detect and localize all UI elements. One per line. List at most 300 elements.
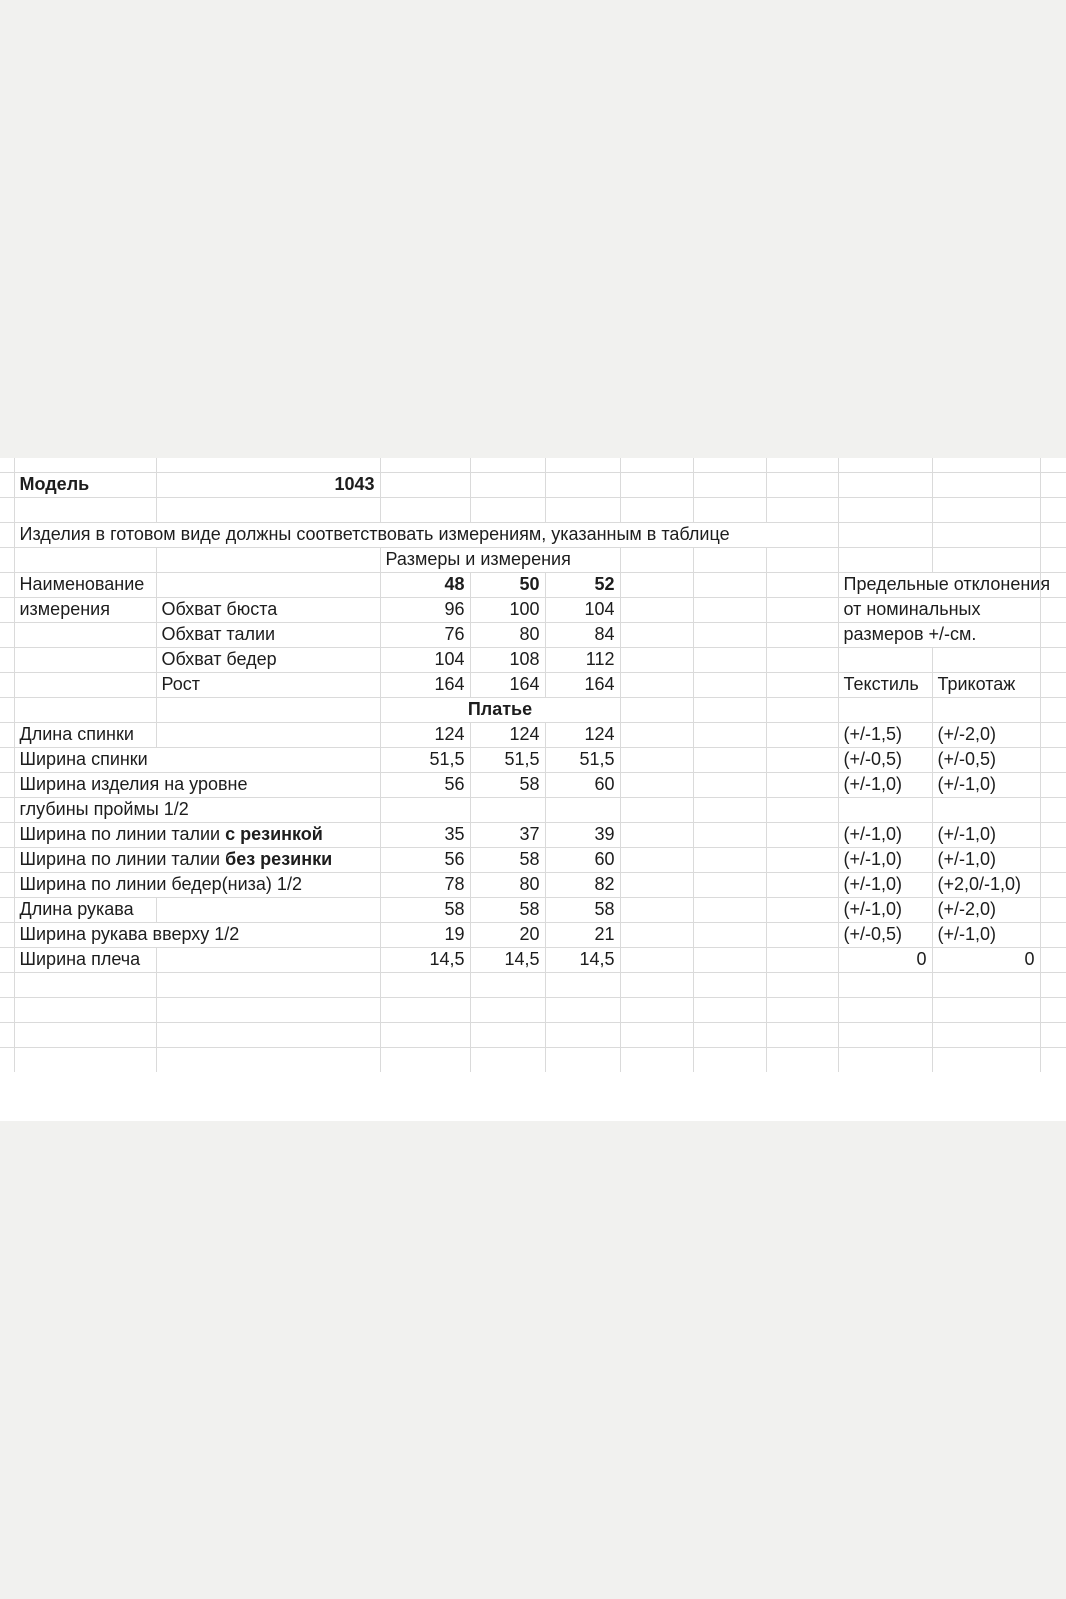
tolerance-textile-cell: (+/-0,5) [838,922,932,947]
empty-cell [766,722,838,747]
measure-label-cell: Ширина плеча [14,947,156,972]
empty-cell [156,1047,380,1072]
size-value-cell: 51,5 [470,747,545,772]
empty-cell [766,997,838,1022]
body-measure-row [0,622,1066,647]
empty-cell [156,497,380,522]
size-value-cell: 112 [545,647,620,672]
empty-cell [1040,522,1066,547]
empty-cell [14,697,156,722]
body-measure-row [0,672,1066,697]
measure-label-cell: Обхват талии [156,622,380,647]
empty-cell [380,497,470,522]
size-value-cell: 58 [380,897,470,922]
empty-cell [545,1022,620,1047]
tolerance-textile-cell: (+/-1,5) [838,722,932,747]
empty-cell [838,647,932,672]
empty-cell [0,647,14,672]
measure-label-cell: глубины проймы 1/2 [14,797,380,822]
body-measure-row [0,647,1066,672]
empty-cell [766,772,838,797]
empty-cell [0,872,14,897]
measure-label-cell: Длина рукава [14,897,156,922]
empty-cell [1040,697,1066,722]
size-value-cell: 104 [545,597,620,622]
garment-row [0,822,1066,847]
empty-table-row [0,997,1066,1022]
size-value-cell: 104 [380,647,470,672]
model-value-cell: 1043 [156,472,380,497]
empty-cell [838,997,932,1022]
empty-cell [156,547,380,572]
note-cell: Изделия в готовом виде должны соответствовать измерениям, указанным в таблице [14,522,838,547]
empty-cell [620,822,693,847]
empty-cell [156,1022,380,1047]
empty-cell [693,797,766,822]
empty-cell [693,747,766,772]
measure-label-cell: Обхват бедер [156,647,380,672]
body-measure-row [0,597,1066,622]
garment-row [0,872,1066,897]
empty-cell [766,922,838,947]
empty-cell [1040,797,1066,822]
measure-label-cell: Ширина рукава вверху 1/2 [14,922,380,947]
empty-cell [14,972,156,997]
empty-cell [620,597,693,622]
empty-cell [766,547,838,572]
size-value-cell: 124 [470,722,545,747]
empty-cell [0,822,14,847]
empty-cell [0,458,14,472]
empty-cell [693,922,766,947]
empty-cell [766,622,838,647]
empty-cell [620,1047,693,1072]
garment-row [0,947,1066,972]
empty-cell [1040,747,1066,772]
tolerance-knit-cell: (+2,0/-1,0) [932,872,1040,897]
tolerance-knit-cell: (+/-0,5) [932,747,1040,772]
size-value-cell: 82 [545,872,620,897]
size-value-cell: 19 [380,922,470,947]
empty-cell [693,547,766,572]
size-value-cell: 124 [545,722,620,747]
empty-cell [620,897,693,922]
empty-cell [0,847,14,872]
grid-row [0,458,1066,472]
size-value-cell: 60 [545,772,620,797]
note-row [0,522,1066,547]
empty-cell [1040,897,1066,922]
empty-cell [693,997,766,1022]
empty-cell [156,997,380,1022]
empty-cell [620,797,693,822]
empty-cell [620,547,693,572]
size-value-cell: 35 [380,822,470,847]
empty-cell [14,997,156,1022]
empty-cell [1040,472,1066,497]
empty-cell [620,622,693,647]
empty-cell [0,672,14,697]
size-value-cell: 21 [545,922,620,947]
tolerance-knit-cell: (+/-2,0) [932,897,1040,922]
knit-col-header-cell: Трикотаж [932,672,1040,697]
empty-cell [1040,872,1066,897]
model-row [0,472,1066,497]
empty-cell [14,647,156,672]
size-value-cell: 58 [545,897,620,922]
empty-cell [693,672,766,697]
empty-cell [693,458,766,472]
empty-cell [380,458,470,472]
empty-cell [693,897,766,922]
empty-cell [0,497,14,522]
measure-label-cell [14,847,380,872]
empty-cell [766,672,838,697]
measure-label-cell: Ширина по линии бедер(низа) 1/2 [14,872,380,897]
empty-cell [693,497,766,522]
empty-cell [545,458,620,472]
tolerance-textile-cell: (+/-1,0) [838,847,932,872]
size-value-cell: 108 [470,647,545,672]
empty-cell [693,1047,766,1072]
empty-cell [0,472,14,497]
empty-cell [620,722,693,747]
garment-row [0,747,1066,772]
measure-label-cell: Ширина изделия на уровне [14,772,380,797]
empty-cell [1040,547,1066,572]
measure-label-bold: с резинкой [225,823,323,844]
size-chart-table [0,458,1066,1072]
size-value-cell: 164 [545,672,620,697]
empty-cell [1040,1022,1066,1047]
empty-cell [380,472,470,497]
empty-cell [470,997,545,1022]
size-value-cell: 14,5 [470,947,545,972]
empty-cell [470,458,545,472]
empty-cell [0,597,14,622]
empty-table-row [0,1022,1066,1047]
measure-label-cell [14,822,380,847]
empty-cell [766,797,838,822]
empty-cell [766,472,838,497]
empty-cell [766,847,838,872]
tolerance-textile-cell: 0 [838,947,932,972]
tolerance-knit-cell: (+/-1,0) [932,922,1040,947]
empty-cell [156,947,380,972]
empty-cell [470,797,545,822]
empty-cell [838,547,932,572]
measure-label: Ширина по линии талии [19,823,226,844]
empty-cell [620,997,693,1022]
textile-col-header-cell: Текстиль [838,672,932,697]
size-value-cell: 76 [380,622,470,647]
tolerance-knit-cell: (+/-1,0) [932,772,1040,797]
empty-cell [838,972,932,997]
empty-cell [766,572,838,597]
section-title-cell: Платье [380,697,620,722]
empty-cell [545,497,620,522]
empty-cell [0,522,14,547]
empty-cell [1040,972,1066,997]
empty-cell [838,472,932,497]
empty-cell [0,697,14,722]
empty-cell [620,847,693,872]
empty-cell [1040,597,1066,622]
empty-cell [1040,947,1066,972]
empty-cell [0,997,14,1022]
size-value-cell: 58 [470,772,545,797]
empty-cell [766,947,838,972]
empty-cell [766,458,838,472]
empty-cell [470,972,545,997]
empty-cell [0,572,14,597]
empty-cell [1040,722,1066,747]
empty-cell [766,1047,838,1072]
empty-cell [620,672,693,697]
empty-cell [545,797,620,822]
empty-cell [766,972,838,997]
empty-cell [156,458,380,472]
garment-row [0,847,1066,872]
empty-cell [380,972,470,997]
empty-cell [620,472,693,497]
size-value-cell: 51,5 [380,747,470,772]
empty-cell [14,547,156,572]
measure-label-cell: Ширина спинки [14,747,380,772]
empty-cell [693,972,766,997]
empty-cell [693,722,766,747]
tolerance-knit-cell: (+/-1,0) [932,822,1040,847]
empty-cell [932,472,1040,497]
size-value-cell: 124 [380,722,470,747]
empty-cell [766,647,838,672]
size-value-cell: 164 [470,672,545,697]
empty-cell [470,472,545,497]
empty-cell [838,522,932,547]
empty-cell [0,1047,14,1072]
empty-cell [693,822,766,847]
empty-cell [0,972,14,997]
size-header-cell: 50 [470,572,545,597]
empty-cell [693,647,766,672]
empty-cell [620,947,693,972]
empty-cell [0,772,14,797]
empty-cell [620,772,693,797]
empty-cell [470,497,545,522]
empty-cell [0,622,14,647]
deviations-line-cell: от номинальных [838,597,1040,622]
empty-cell [766,1022,838,1047]
size-value-cell: 20 [470,922,545,947]
header-row [0,572,1066,597]
empty-cell [766,872,838,897]
header-name-cell: Наименование [14,572,156,597]
empty-cell [766,597,838,622]
empty-cell [0,797,14,822]
tolerance-textile-cell: (+/-1,0) [838,897,932,922]
empty-cell [932,972,1040,997]
garment-row [0,722,1066,747]
empty-cell [1040,672,1066,697]
grid-row [0,1047,1066,1072]
empty-cell [1040,622,1066,647]
empty-cell [1040,458,1066,472]
size-value-cell: 39 [545,822,620,847]
empty-cell [380,797,470,822]
empty-cell [14,1047,156,1072]
table-title-row [0,547,1066,572]
empty-cell [380,1022,470,1047]
empty-cell [156,972,380,997]
deviations-line-cell: размеров +/-см. [838,622,1040,647]
garment-row [0,797,1066,822]
tolerance-knit-cell: 0 [932,947,1040,972]
empty-cell [14,622,156,647]
spreadsheet-sheet [0,458,1066,1121]
empty-cell [620,872,693,897]
empty-cell [620,1022,693,1047]
section-title-row [0,697,1066,722]
empty-cell [838,1022,932,1047]
empty-cell [838,797,932,822]
empty-cell [620,922,693,947]
empty-cell [545,997,620,1022]
empty-cell [1040,772,1066,797]
tolerance-knit-cell: (+/-2,0) [932,722,1040,747]
empty-cell [1040,922,1066,947]
garment-row [0,772,1066,797]
empty-cell [0,722,14,747]
empty-cell [693,872,766,897]
empty-cell [14,1022,156,1047]
empty-cell [0,1022,14,1047]
empty-cell [838,458,932,472]
empty-cell [932,647,1040,672]
garment-row [0,922,1066,947]
model-label-cell: Модель [14,472,156,497]
empty-cell [932,458,1040,472]
empty-cell [766,497,838,522]
empty-cell [470,1047,545,1072]
garment-row [0,897,1066,922]
empty-cell [932,1022,1040,1047]
size-value-cell: 78 [380,872,470,897]
empty-cell [545,1047,620,1072]
size-value-cell: 164 [380,672,470,697]
measure-label-cell: Рост [156,672,380,697]
size-value-cell: 37 [470,822,545,847]
empty-cell [838,697,932,722]
empty-cell [766,747,838,772]
empty-cell [1040,1047,1066,1072]
empty-cell [838,1047,932,1072]
empty-cell [14,672,156,697]
tolerance-textile-cell: (+/-0,5) [838,747,932,772]
empty-cell [693,572,766,597]
empty-cell [0,547,14,572]
tolerance-textile-cell: (+/-1,0) [838,872,932,897]
empty-cell [766,697,838,722]
empty-cell [620,572,693,597]
size-header-cell: 52 [545,572,620,597]
empty-cell [620,697,693,722]
empty-cell [932,697,1040,722]
size-value-cell: 14,5 [545,947,620,972]
measure-label-bold: без резинки [225,848,333,869]
size-value-cell: 80 [470,622,545,647]
empty-cell [766,822,838,847]
empty-cell [156,572,380,597]
grid-row [0,497,1066,522]
empty-cell [693,472,766,497]
empty-cell [156,897,380,922]
tolerance-knit-cell: (+/-1,0) [932,847,1040,872]
empty-cell [932,522,1040,547]
empty-cell [838,497,932,522]
empty-cell [0,747,14,772]
size-value-cell: 60 [545,847,620,872]
header-name-cell-2: измерения [14,597,156,622]
tolerance-textile-cell: (+/-1,0) [838,822,932,847]
empty-cell [1040,822,1066,847]
tolerance-textile-cell: (+/-1,0) [838,772,932,797]
size-value-cell: 14,5 [380,947,470,972]
empty-cell [932,547,1040,572]
empty-cell [620,972,693,997]
size-value-cell: 84 [545,622,620,647]
size-value-cell: 58 [470,897,545,922]
empty-cell [156,697,380,722]
empty-cell [1040,647,1066,672]
empty-cell [156,722,380,747]
empty-cell [380,997,470,1022]
empty-cell [14,458,156,472]
size-value-cell: 56 [380,847,470,872]
empty-cell [932,797,1040,822]
size-value-cell: 96 [380,597,470,622]
size-value-cell: 80 [470,872,545,897]
size-value-cell: 58 [470,847,545,872]
empty-cell [1040,497,1066,522]
empty-cell [0,922,14,947]
empty-cell [0,897,14,922]
empty-cell [693,697,766,722]
empty-cell [766,897,838,922]
empty-cell [620,647,693,672]
measure-label-cell: Обхват бюста [156,597,380,622]
empty-cell [620,458,693,472]
table-title-cell: Размеры и измерения [380,547,620,572]
empty-cell [932,497,1040,522]
empty-cell [620,497,693,522]
empty-cell [0,947,14,972]
empty-cell [545,472,620,497]
empty-cell [693,1022,766,1047]
empty-cell [1040,847,1066,872]
empty-cell [932,997,1040,1022]
size-header-cell: 48 [380,572,470,597]
empty-cell [545,972,620,997]
empty-cell [693,947,766,972]
deviations-title-cell: Предельные отклонения [838,572,1040,597]
empty-cell [1040,997,1066,1022]
empty-cell [693,772,766,797]
measure-label: Ширина по линии талии [19,848,226,869]
size-value-cell: 56 [380,772,470,797]
empty-cell [470,1022,545,1047]
size-value-cell: 100 [470,597,545,622]
empty-cell [693,847,766,872]
